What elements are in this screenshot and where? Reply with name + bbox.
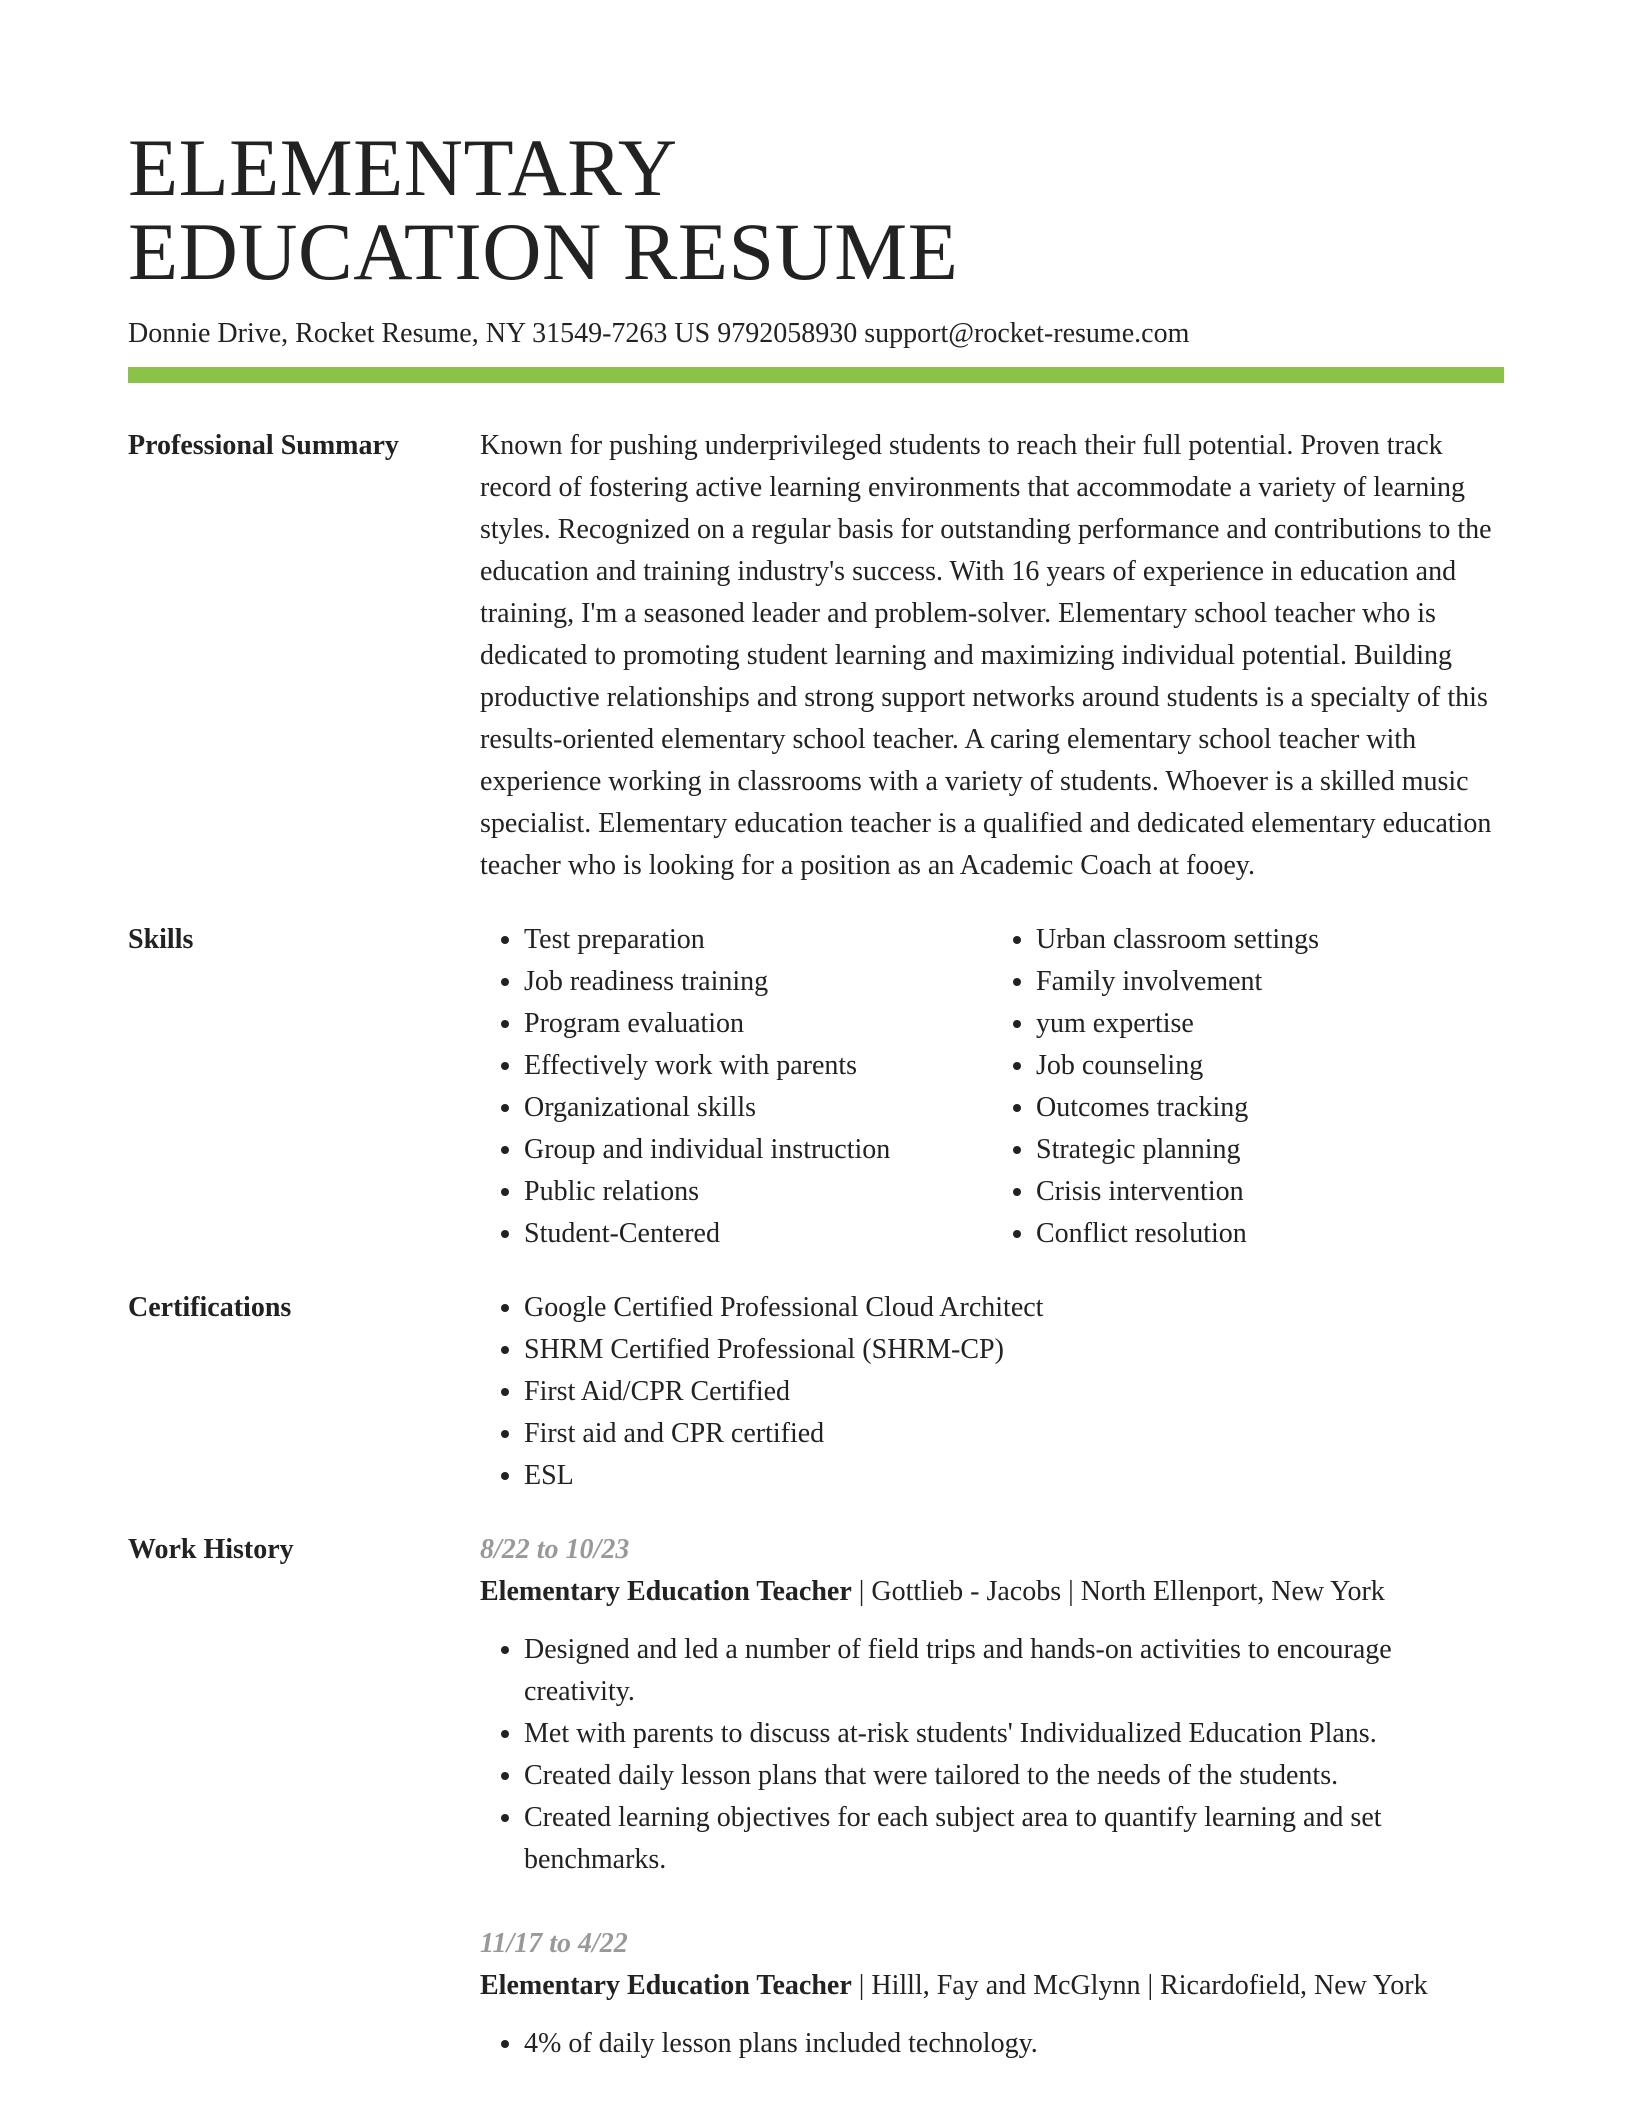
- summary-label: Professional Summary: [128, 430, 399, 461]
- work-history-body: [480, 1529, 1504, 2065]
- skills-list-left: [480, 919, 992, 1255]
- job-heading: [480, 1571, 1504, 1613]
- skills-label: Skills: [128, 924, 194, 955]
- summary-body: [480, 425, 1504, 887]
- resume-title: [128, 0, 1504, 297]
- skill-item: • Public relations: [524, 1171, 992, 1213]
- skill-item: • Effectively work with parents: [524, 1045, 992, 1087]
- certification-item: • First Aid/CPR Certified: [524, 1371, 1504, 1413]
- skill-item: • Group and individual instruction: [524, 1129, 992, 1171]
- skill-item: • Program evaluation: [524, 1003, 992, 1045]
- skill-item: • Test preparation: [524, 919, 992, 961]
- certifications-list: [480, 1287, 1504, 1497]
- skill-item: • Urban classroom settings: [1036, 919, 1504, 961]
- certification-item: • First aid and CPR certified: [524, 1413, 1504, 1455]
- job-bullet: • Met with parents to discuss at-risk students' Individualized Education Plans.: [524, 1713, 1504, 1755]
- job-employer-location: | Hilll, Fay and McGlynn | Ricardofield, New York: [851, 1970, 1428, 2001]
- certification-item: • ESL: [524, 1455, 1504, 1497]
- accent-divider: [128, 367, 1504, 383]
- skills-list-right: [992, 919, 1504, 1255]
- certification-item: • SHRM Certified Professional (SHRM-CP): [524, 1329, 1504, 1371]
- skill-item: • Strategic planning: [1036, 1129, 1504, 1171]
- skills-body: [480, 919, 1504, 1255]
- job-dates: 11/17 to 4/22: [480, 1928, 628, 1959]
- skill-item: • Outcomes tracking: [1036, 1087, 1504, 1129]
- job-bullet: • Created daily lesson plans that were tailored to the needs of the students.: [524, 1755, 1504, 1797]
- certifications-label: Certifications: [128, 1292, 292, 1323]
- skill-item: • Crisis intervention: [1036, 1171, 1504, 1213]
- skill-item: • yum expertise: [1036, 1003, 1504, 1045]
- resume-page: [128, 0, 1504, 2065]
- job-bullet: • 4% of daily lesson plans included technology.: [524, 2023, 1504, 2065]
- job-dates: 8/22 to 10/23: [480, 1534, 630, 1565]
- title-line-2: EDUCATION RESUME: [128, 206, 959, 297]
- skill-item: • Family involvement: [1036, 961, 1504, 1003]
- job-bullet: • Designed and led a number of field trips and hands-on activities to encourage creativity.: [524, 1629, 1504, 1713]
- skills-section: [128, 919, 1504, 1255]
- job-entry: [480, 1529, 1504, 1881]
- job-bullet: • Created learning objectives for each subject area to quantify learning and set benchmarks.: [524, 1797, 1504, 1881]
- job-title: Elementary Education Teacher: [480, 1970, 852, 2001]
- summary-text: Known for pushing underprivileged students to reach their full potential. Proven track record of fostering active learning environments that accommodate a variety of learning styles. Recognized on a regular basis for outstanding performance and contributions to the education and training industry's success. With 16 years of experience in education and training, I'm a seasoned leader and problem-solver. Elementary school teacher who is dedicated to promoting student learning and maximizing individual potential. Building productive relationships and strong support networks around students is a specialty of this results-oriented elementary school teacher. A caring elementary school teacher with experience working in classrooms with a variety of students. Whoever is a skilled music specialist. Elementary education teacher is a qualified and dedicated elementary education teacher who is looking for a position as an Academic Coach at fooey.: [480, 430, 1492, 881]
- skill-item: • Organizational skills: [524, 1087, 992, 1129]
- work-history-section: [128, 1529, 1504, 2065]
- skill-item: • Student-Centered: [524, 1213, 992, 1255]
- skill-item: • Job counseling: [1036, 1045, 1504, 1087]
- skill-item: • Conflict resolution: [1036, 1213, 1504, 1255]
- work-history-label: Work History: [128, 1534, 294, 1565]
- job-employer-location: | Gottlieb - Jacobs | North Ellenport, New York: [851, 1576, 1385, 1607]
- job-bullets: [480, 2023, 1504, 2065]
- certification-item: • Google Certified Professional Cloud Architect: [524, 1287, 1504, 1329]
- certifications-body: [480, 1287, 1504, 1497]
- job-bullets: [480, 1629, 1504, 1881]
- job-entry: [480, 1923, 1504, 2065]
- title-line-1: ELEMENTARY: [128, 122, 678, 213]
- job-heading: [480, 1965, 1504, 2007]
- skill-item: • Job readiness training: [524, 961, 992, 1003]
- summary-section: [128, 425, 1504, 887]
- certifications-section: [128, 1287, 1504, 1497]
- contact-line: Donnie Drive, Rocket Resume, NY 31549-7263 US 9792058930 support@rocket-resume.com: [128, 318, 1190, 349]
- job-title: Elementary Education Teacher: [480, 1576, 852, 1607]
